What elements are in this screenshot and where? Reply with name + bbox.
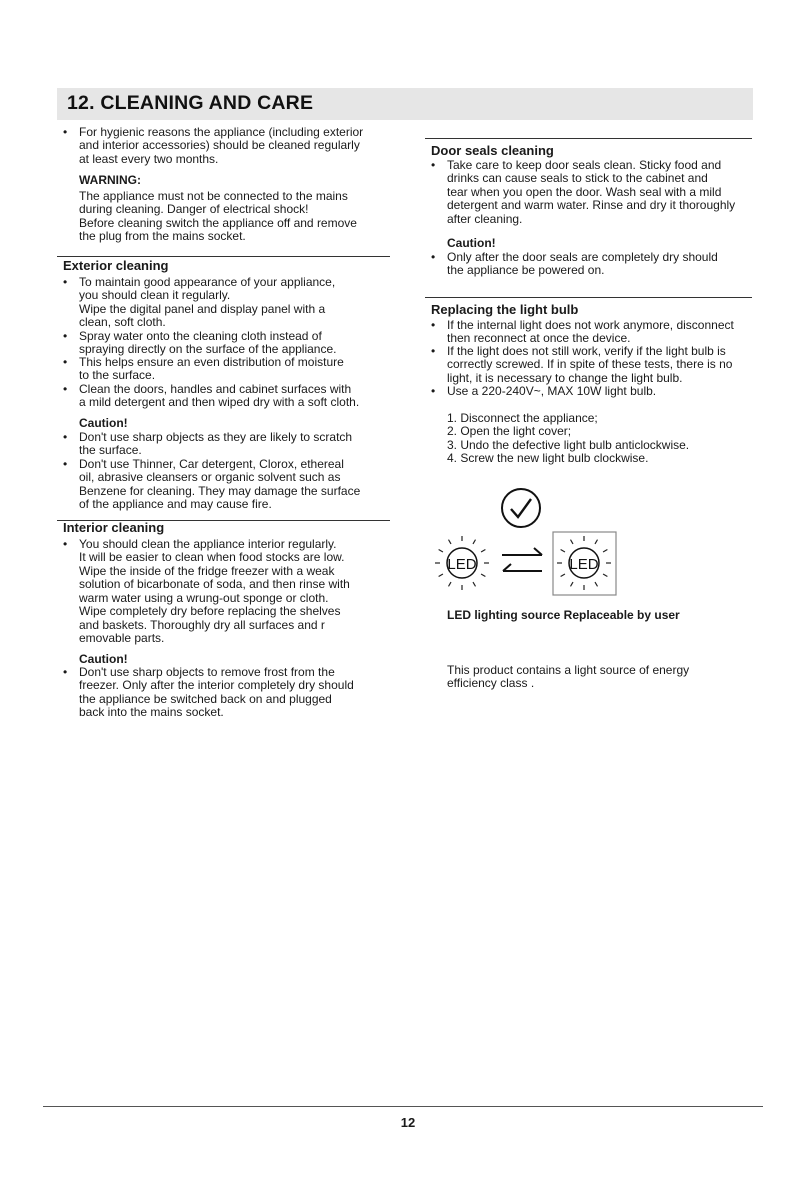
bullet-icon: • [63,275,68,289]
page-number: 12 [400,1115,416,1130]
text-line: Interior cleaning [63,520,165,535]
bullet-icon: • [431,250,436,264]
bullet-icon: • [431,158,436,172]
text-line: This product contains a light source of energy [447,663,690,677]
text-line: Wipe the inside of the fridge freezer with a weak [79,563,335,578]
checkmark-icon [502,489,540,527]
bullet-icon: • [63,457,68,471]
text-line: emovable parts. [79,631,165,646]
bullet-icon: • [63,382,68,396]
text-line: This helps ensure an even distribution of moisture [79,355,344,369]
text-line: the plug from the mains socket. [79,229,246,244]
text-line: oil, abrasive cleansers or organic solvent such as [79,470,341,485]
bullet-icon: • [431,384,436,398]
led-label-left: LED [447,556,477,573]
text-line: If the light does not still work, verify if the light bulb is [447,344,726,358]
text-line: a mild detergent and then wiped dry with a soft cloth. [79,395,360,410]
text-line: to the surface. [79,368,156,383]
text-line: Don't use sharp objects to remove frost from the [79,665,335,679]
text-line: Don't use sharp objects as they are likely to scratch [79,430,353,444]
text-line: LED lighting source Replaceable by user [447,608,680,622]
text-line: Wipe the digital panel and display panel with a [79,301,326,316]
text-line: Wipe completely dry before replacing the shelves [79,604,341,619]
text-line: spraying directly on the surface of the appliance. [79,342,337,357]
text-line: Caution! [79,416,128,430]
bullet-icon: • [63,537,68,551]
text-line: You should clean the appliance interior regularly. [79,537,337,551]
bullet-icon: • [63,355,68,369]
text-line: Take care to keep door seals clean. Sticky food and [447,158,722,172]
bullet-icon: • [63,430,68,444]
text-line: Spray water onto the cleaning cloth instead of [79,329,322,343]
text-line: 2. Open the light cover; [447,424,572,439]
text-line: warm water using a wrung-out sponge or cloth. [79,590,329,605]
text-line: during cleaning. Danger of electrical shock! [79,202,309,217]
text-line: clean, soft cloth. [79,315,166,330]
text-line: Before cleaning switch the appliance off and remove [79,215,357,230]
text-line: and baskets. Thoroughly dry all surfaces and r [79,617,325,632]
bullet-icon: • [63,125,68,139]
text-line: at least every two months. [79,151,219,166]
bullet-icon: • [431,318,436,332]
text-line: efficiency class . [447,676,535,691]
text-line: 1. Disconnect the appliance; [447,411,598,425]
text-line: the surface. [79,443,142,458]
text-line: WARNING: [79,173,141,187]
led-label-right: LED [569,556,599,573]
text-line: Replacing the light bulb [431,302,579,317]
text-line: Exterior cleaning [63,258,169,273]
bullet-icon: • [63,329,68,343]
text-line: after cleaning. [447,211,523,226]
text-line: of the appliance and may cause fire. [79,497,272,512]
text-line: Door seals cleaning [431,143,554,158]
text-line: correctly screwed. If in spite of these tests, there is no [447,357,733,372]
text-line: To maintain good appearance of your appliance, [79,275,336,289]
text-line: drinks can cause seals to stick to the cabinet and [447,171,708,186]
text-line: 4. Screw the new light bulb clockwise. [447,451,649,466]
text-line: detergent and warm water. Rinse and dry it thoroughly [447,198,736,213]
text-line: the appliance be powered on. [447,263,605,278]
page-title: 12. CLEANING AND CARE [67,92,314,114]
text-line: solution of bicarbonate of soda, and then rinse with [79,577,350,592]
text-line: freezer. Only after the interior completely dry should [79,678,354,693]
text-line: then reconnect at once the device. [447,331,631,346]
bullet-icon: • [431,344,436,358]
text-line: light, it is necessary to change the light bulb. [447,370,683,385]
text-line: Don't use Thinner, Car detergent, Clorox, ethereal [79,457,344,471]
text-line: and interior accessories) should be cleaned regularly [79,138,360,153]
text-line: Caution! [447,236,496,250]
text-line: the appliance be switched back on and plugged [79,691,332,706]
text-line: Clean the doors, handles and cabinet surfaces with [79,382,352,396]
text-line: The appliance must not be connected to the mains [79,189,348,203]
text-line: It will be easier to clean when food stocks are low. [79,550,345,565]
text-line: If the internal light does not work anymore, disconnect [447,318,734,332]
text-line: you should clean it regularly. [79,288,231,303]
text-line: Only after the door seals are completely dry should [447,250,718,264]
footer-rule [43,1106,763,1107]
text-line: tear when you open the door. Wash seal with a mild [447,184,722,199]
text-line: For hygienic reasons the appliance (including exterior [79,125,364,139]
text-line: Use a 220-240V~, MAX 10W light bulb. [447,384,657,398]
swap-arrows-icon [502,548,542,571]
bullet-icon: • [63,665,68,679]
text-line: back into the mains socket. [79,705,224,720]
text-line: Caution! [79,652,128,666]
text-line: 3. Undo the defective light bulb anticlockwise. [447,437,690,452]
text-line: Benzene for cleaning. They may damage the surface [79,483,361,498]
